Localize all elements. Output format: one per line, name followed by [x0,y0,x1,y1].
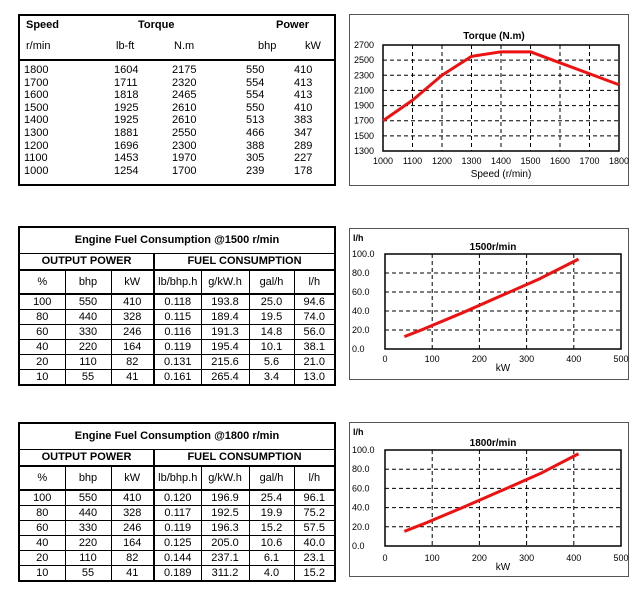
table-cell: 38.1 [294,340,335,355]
table-cell: 2610 [172,101,197,114]
table-cell: 311.2 [201,566,249,582]
fuel-table-1800 [18,422,336,582]
table-cell: 1925 [114,114,139,127]
table-cell: 413 [294,76,313,89]
table-cell: 14.8 [249,325,294,340]
table-cell: 0.125 [154,536,201,551]
x-tick-label: 300 [519,553,535,563]
fuel-chart-1500 [349,228,629,380]
y-tick-label: 40.0 [352,502,370,513]
table-cell: 60 [19,521,65,536]
table-cell: 191.3 [201,325,249,340]
table-cell: 554 [246,89,265,102]
plot-area [385,450,621,546]
unit-label: N.m [174,40,195,52]
y-tick-label: 0.0 [352,344,365,354]
table-row [19,551,335,566]
output-power-header: OUTPUT POWER [19,254,154,271]
series-line [404,259,578,337]
table-cell: 20 [19,355,65,370]
table-cell: 178 [294,164,313,177]
table-row [19,566,335,582]
x-axis-label: kW [495,363,511,374]
table-cell: 2550 [172,127,197,139]
table-row [19,506,335,521]
table-cell: 0.189 [154,566,201,582]
table-cell: 10 [19,566,65,582]
table-cell: 80 [19,310,65,325]
table-cell: 60 [19,325,65,340]
unit-header: l/h [294,466,335,490]
table-cell: 41 [111,370,154,386]
unit-header: g/kW.h [201,270,249,294]
fuel-chart-1800 [349,422,629,577]
table-cell: 550 [246,64,265,76]
table-cell: 164 [111,340,154,355]
table-cell: 347 [294,127,313,139]
x-tick-label: 1600 [549,156,571,166]
unit-header: kW [111,466,154,490]
x-tick-label: 100 [424,354,440,364]
table-cell: 3.4 [249,370,294,386]
table-cell: 4.0 [249,566,294,582]
unit-header: bhp [65,466,111,490]
table-row [19,340,335,355]
unit-label: kW [305,40,321,52]
table-row [19,490,335,506]
table-cell: 1881 [114,127,139,139]
table-row [19,536,335,551]
unit-label: bhp [258,40,277,52]
table-row [19,370,335,386]
table-cell: 193.8 [201,294,249,310]
x-tick-label: 400 [566,354,582,364]
table-cell: 1700 [24,76,49,89]
x-tick-label: 1800 [608,156,630,166]
x-tick-label: 1000 [372,156,394,166]
y-tick-label: 100.0 [352,249,375,259]
y-axis-label: l/h [353,427,364,437]
table-cell: 56.0 [294,325,335,340]
unit-header: gal/h [249,270,294,294]
table-cell: 1604 [114,64,139,76]
table-cell: 20 [19,551,65,566]
x-tick-label: 1100 [402,156,423,166]
y-tick-label: 80.0 [352,464,370,475]
torque-header: Torque [138,19,175,31]
table-cell: 220 [65,340,111,355]
y-tick-label: 100.0 [352,445,375,455]
table-cell: 0.116 [154,325,201,340]
table-cell: 1100 [24,152,48,165]
table-cell: 246 [111,521,154,536]
table-cell: 96.1 [294,490,335,506]
table-cell: 74.0 [294,310,335,325]
unit-header: % [19,270,65,294]
table-cell: 1200 [24,139,49,152]
table-cell: 10.6 [249,536,294,551]
table-cell: 513 [246,114,265,127]
unit-label: lb-ft [116,40,135,52]
unit-header: % [19,466,65,490]
table-cell: 2300 [172,139,197,152]
table-cell: 196.9 [201,490,249,506]
y-tick-label: 0.0 [352,541,365,551]
table-cell: 383 [294,114,313,127]
table-cell: 1600 [24,89,49,102]
table-row [19,521,335,536]
x-tick-label: 500 [613,553,629,563]
table-cell: 1400 [24,114,49,127]
table-row [19,310,335,325]
table-cell: 75.2 [294,506,335,521]
speed-header: Speed [26,19,60,31]
table-cell: 1500 [24,101,49,114]
x-tick-label: 1500 [520,156,541,166]
plot-area [385,254,621,349]
table-row [19,355,335,370]
y-tick-label: 1300 [354,146,375,156]
table-title: Engine Fuel Consumption @1500 r/min [19,227,335,254]
table-cell: 0.120 [154,490,201,506]
table-cell: 305 [246,152,265,165]
unit-header: gal/h [249,466,294,490]
table-cell: 82 [111,355,154,370]
table-row [19,325,335,340]
table-cell: 220 [65,536,111,551]
table-row [19,294,335,310]
unit-header: lb/bhp.h [154,270,201,294]
table-cell: 410 [294,101,313,114]
y-tick-label: 2700 [354,40,375,50]
y-tick-label: 20.0 [352,521,370,532]
chart-title: 1800r/min [469,438,517,449]
table-cell: 23.1 [294,551,335,566]
table-cell: 2320 [172,76,197,89]
table-cell: 0.115 [154,310,201,325]
unit-header: bhp [65,270,111,294]
table-cell: 1818 [114,89,139,102]
y-tick-label: 1900 [354,100,375,111]
table-cell: 0.161 [154,370,201,386]
table-cell: 1800 [24,64,49,76]
table-cell: 25.0 [249,294,294,310]
table-cell: 164 [111,536,154,551]
table-cell: 0.119 [154,521,201,536]
x-tick-label: 0 [382,553,388,563]
table-cell: 10.1 [249,340,294,355]
table-cell: 237.1 [201,551,249,566]
table-cell: 80 [19,506,65,521]
table-cell: 388 [246,139,265,152]
table-cell: 215.6 [201,355,249,370]
x-tick-label: 500 [613,354,629,364]
table-cell: 554 [246,76,265,89]
table-cell: 25.4 [249,490,294,506]
table-cell: 440 [65,506,111,521]
y-axis-label: l/h [353,233,364,243]
table-cell: 40.0 [294,536,335,551]
table-cell: 1970 [172,152,197,165]
unit-header: kW [111,270,154,294]
table-cell: 410 [111,294,154,310]
table-cell: 100 [19,294,65,310]
table-cell: 40 [19,340,65,355]
table-cell: 440 [65,310,111,325]
unit-label: r/min [26,40,51,52]
table-cell: 328 [111,310,154,325]
table-cell: 205.0 [201,536,249,551]
table-cell: 192.5 [201,506,249,521]
table-cell: 15.2 [294,566,335,582]
table-cell: 0.118 [154,294,201,310]
table-cell: 6.1 [249,551,294,566]
table-cell: 94.6 [294,294,335,310]
y-tick-label: 2100 [354,85,375,96]
table-cell: 1254 [114,164,139,177]
table-cell: 0.119 [154,340,201,355]
table-cell: 328 [111,506,154,521]
table-cell: 1700 [172,164,197,177]
x-tick-label: 1200 [431,156,453,166]
table-cell: 1696 [114,139,139,152]
table-cell: 189.4 [201,310,249,325]
table-cell: 195.4 [201,340,249,355]
series-line [404,454,578,532]
x-tick-label: 400 [566,553,582,563]
table-cell: 15.2 [249,521,294,536]
y-tick-label: 20.0 [352,325,370,335]
y-tick-label: 1700 [354,115,375,126]
table-cell: 265.4 [201,370,249,386]
table-cell: 1453 [114,152,139,165]
table-cell: 1925 [114,101,139,114]
power-header: Power [276,19,310,31]
table-cell: 100 [19,490,65,506]
table-cell: 55 [65,566,111,582]
table-cell: 0.117 [154,506,201,521]
y-tick-label: 2300 [354,70,375,81]
table-cell: 10 [19,370,65,386]
x-axis-label: kW [495,562,511,573]
table-cell: 239 [246,164,265,177]
table-cell: 1711 [114,76,138,89]
x-tick-label: 200 [471,354,487,364]
chart-title: 1500r/min [469,242,517,253]
table-cell: 110 [65,551,111,566]
table-cell: 227 [294,152,313,165]
table-cell: 19.5 [249,310,294,325]
x-axis-label: Speed (r/min) [470,169,532,180]
table-cell: 55 [65,370,111,386]
x-tick-label: 1700 [579,156,600,166]
table-cell: 289 [294,139,313,152]
table-cell: 550 [65,490,111,506]
table-cell: 1000 [24,164,49,177]
header-divider [20,59,334,61]
x-tick-label: 200 [471,553,487,563]
table-cell: 550 [65,294,111,310]
table-cell: 246 [111,325,154,340]
torque-chart [349,14,629,186]
y-tick-label: 60.0 [352,287,370,297]
y-tick-label: 40.0 [352,306,370,316]
y-tick-label: 1500 [354,130,375,141]
unit-header: l/h [294,270,335,294]
table-cell: 466 [246,127,265,139]
y-tick-label: 2500 [354,55,375,66]
fuel-table-1500 [18,226,336,386]
table-cell: 57.5 [294,521,335,536]
table-cell: 40 [19,536,65,551]
table-cell: 2610 [172,114,197,127]
table-cell: 41 [111,566,154,582]
table-title: Engine Fuel Consumption @1800 r/min [19,423,335,450]
table-cell: 0.131 [154,355,201,370]
fuel-consumption-header: FUEL CONSUMPTION [154,450,335,467]
table-cell: 13.0 [294,370,335,386]
y-tick-label: 60.0 [352,483,370,494]
table-cell: 5.6 [249,355,294,370]
table-cell: 410 [294,64,313,76]
chart-title: Torque (N.m) [463,31,525,42]
speed-torque-power-table [18,14,336,186]
x-tick-label: 1400 [490,156,512,166]
x-tick-label: 1300 [461,156,482,166]
unit-header: lb/bhp.h [154,466,201,490]
table-cell: 2175 [172,64,197,76]
table-cell: 410 [111,490,154,506]
table-cell: 196.3 [201,521,249,536]
table-cell: 330 [65,521,111,536]
table-cell: 82 [111,551,154,566]
table-cell: 2465 [172,89,197,102]
output-power-header: OUTPUT POWER [19,450,154,467]
table-cell: 413 [294,89,313,102]
x-tick-label: 100 [424,553,440,563]
table-cell: 19.9 [249,506,294,521]
x-tick-label: 300 [519,354,535,364]
table-cell: 1300 [24,127,49,139]
y-tick-label: 80.0 [352,268,370,278]
table-cell: 550 [246,101,265,114]
fuel-consumption-header: FUEL CONSUMPTION [154,254,335,271]
table-cell: 330 [65,325,111,340]
table-cell: 21.0 [294,355,335,370]
table-cell: 0.144 [154,551,201,566]
x-tick-label: 0 [382,354,388,364]
table-cell: 110 [65,355,111,370]
unit-header: g/kW.h [201,466,249,490]
